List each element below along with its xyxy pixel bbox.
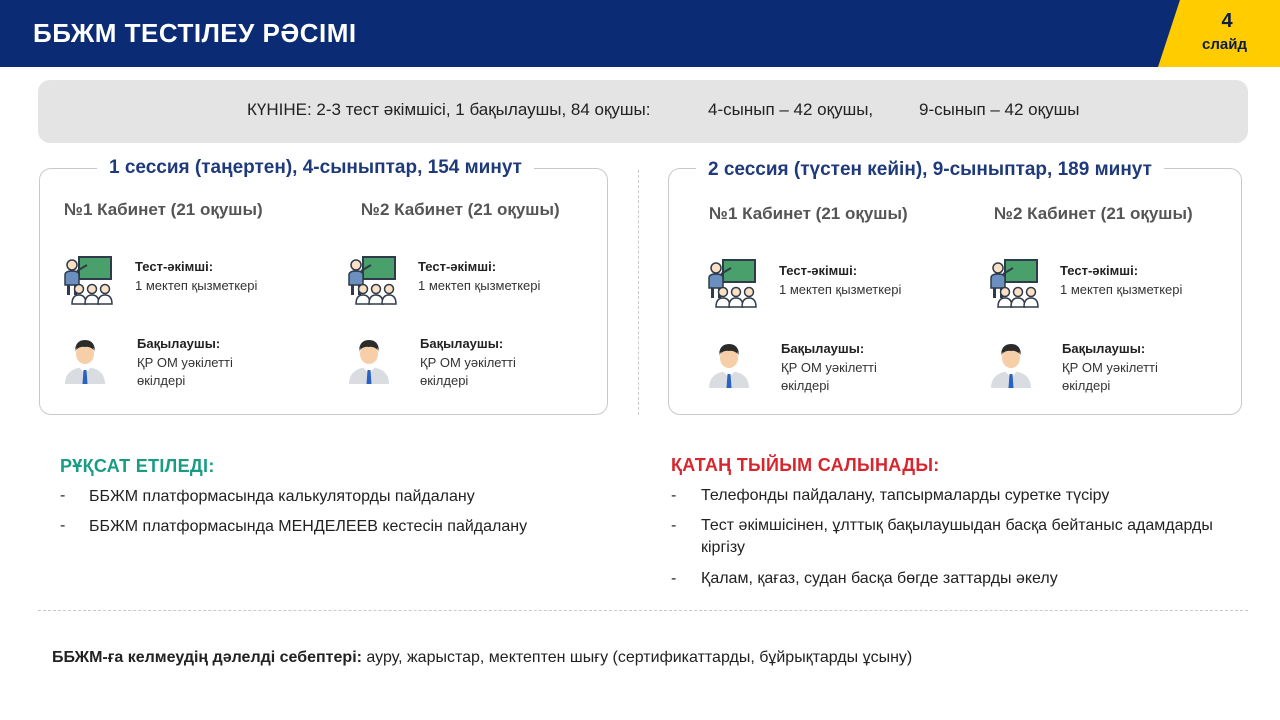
- session-2-title: 2 сессия (түстен кейін), 9-сыныптар, 189 минут: [696, 159, 1164, 181]
- teacher-at-board-icon: [987, 258, 1041, 308]
- list-bullet: -: [671, 570, 677, 587]
- slide-number: 4: [1221, 10, 1233, 32]
- observer-text: ҚР ОМ уәкілетті өкілдері: [781, 360, 877, 393]
- teacher-at-board-icon: [61, 255, 115, 305]
- admin-label: Тест-әкімші:: [135, 259, 214, 274]
- forbidden-item: Телефонды пайдалану, тапсырмаларды суретке түсіру: [701, 487, 1110, 504]
- forbidden-heading: ҚАТАҢ ТЫЙЫМ САЛЫНАДЫ:: [671, 455, 940, 475]
- admin-label: Тест-әкімші:: [779, 263, 858, 278]
- footer-reasons: [52, 649, 912, 667]
- footer-reasons-label: ББЖМ-ға келмеудің дәлелді себептері:: [52, 649, 362, 666]
- observer-text: ҚР ОМ уәкілетті өкілдері: [137, 355, 233, 388]
- session-1-cabinet-1-title: №1 Кабинет (21 оқушы): [64, 200, 263, 219]
- daily-summary-grade9: 9-сынып – 42 оқушы: [919, 100, 1080, 119]
- session-1-title: 1 сессия (таңертен), 4-сыныптар, 154 минут: [97, 157, 534, 179]
- allowed-item: ББЖМ платформасында МЕНДЕЛЕЕВ кестесін пайдалану: [89, 518, 528, 535]
- person-with-tie-icon: [63, 338, 107, 384]
- list-bullet: -: [671, 487, 677, 504]
- footer-reasons-text: ауру, жарыстар, мектептен шығу (сертификаттарды, бұйрықтарды ұсыну): [361, 649, 913, 666]
- observer-text: ҚР ОМ уәкілетті өкілдері: [1062, 360, 1158, 393]
- observer-label: Бақылаушы:: [1062, 341, 1146, 356]
- admin-label: Тест-әкімші:: [418, 259, 497, 274]
- list-bullet: -: [60, 517, 66, 534]
- session-2-cabinet-1-title: №1 Кабинет (21 оқушы): [709, 204, 908, 223]
- teacher-at-board-icon: [705, 258, 759, 308]
- admin-text: 1 мектеп қызметкері: [418, 278, 541, 293]
- admin-label: Тест-әкімші:: [1060, 263, 1139, 278]
- forbidden-item: Қалам, қағаз, судан басқа бөгде заттарды әкелу: [701, 570, 1058, 587]
- allowed-heading: РҰҚСАТ ЕТІЛЕДІ:: [60, 456, 215, 476]
- teacher-at-board-icon: [345, 255, 399, 305]
- admin-text: 1 мектеп қызметкері: [779, 282, 902, 297]
- allowed-item: ББЖМ платформасында калькуляторды пайдалану: [89, 488, 475, 505]
- admin-text: 1 мектеп қызметкері: [1060, 282, 1183, 297]
- slide-word: слайд: [1202, 36, 1247, 53]
- daily-summary-grade4: 4-сынып – 42 оқушы,: [708, 100, 874, 119]
- observer-label: Бақылаушы:: [420, 336, 504, 351]
- header-bar: [0, 0, 1280, 67]
- session-1-cabinet-2-title: №2 Кабинет (21 оқушы): [361, 200, 560, 219]
- list-bullet: -: [671, 517, 677, 534]
- observer-label: Бақылаушы:: [781, 341, 865, 356]
- session-2-cabinet-2-title: №2 Кабинет (21 оқушы): [994, 204, 1193, 223]
- person-with-tie-icon: [707, 342, 751, 388]
- observer-label: Бақылаушы:: [137, 336, 221, 351]
- session-divider: [638, 170, 639, 415]
- page-title: ББЖМ ТЕСТІЛЕУ РӘСІМІ: [33, 18, 357, 48]
- person-with-tie-icon: [989, 342, 1033, 388]
- daily-summary-main: КҮНІНЕ: 2-3 тест әкімшісі, 1 бақылаушы, 84 оқушы:: [247, 100, 651, 119]
- observer-text: ҚР ОМ уәкілетті өкілдері: [420, 355, 516, 388]
- forbidden-item: Тест әкімшісінен, ұлттық бақылаушыдан басқа бейтаныс адамдарды кіргізу: [701, 517, 1213, 556]
- footer-divider: [38, 610, 1248, 611]
- admin-text: 1 мектеп қызметкері: [135, 278, 258, 293]
- list-bullet: -: [60, 487, 66, 504]
- person-with-tie-icon: [347, 338, 391, 384]
